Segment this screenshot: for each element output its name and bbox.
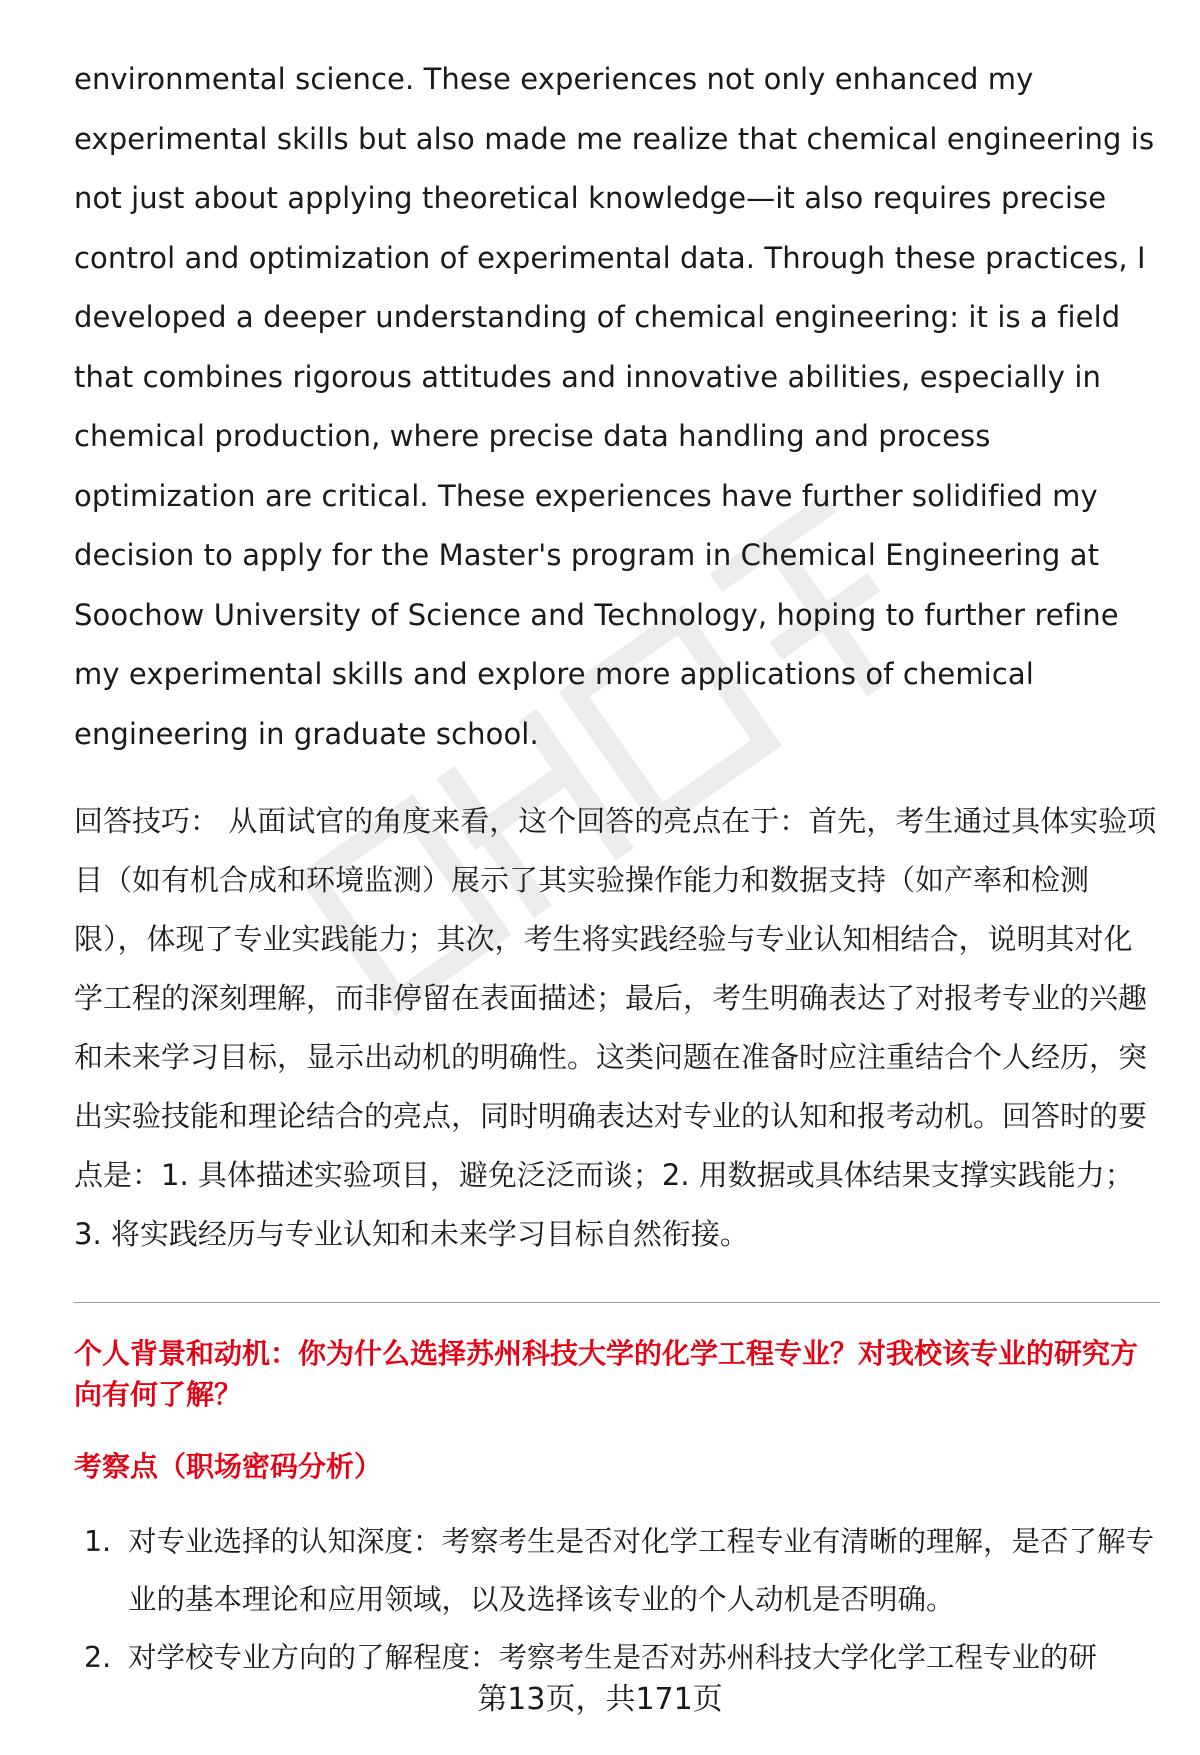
list-item-number: 1. [84,1525,112,1558]
list-item-text: 对专业选择的认知深度：考察考生是否对化学工程专业有清晰的理解，是否了解专业的基本理论和应用领域，以及选择该专业的个人动机是否明确。 [128,1525,1155,1616]
document-page [74,50,1160,1687]
list-item-number: 2. [84,1641,112,1674]
answer-tip-paragraph: 回答技巧： 从面试官的角度来看，这个回答的亮点在于：首先，考生通过具体实验项目（如有机合成和环境监测）展示了其实验操作能力和数据支持（如产率和检测限），体现了专业实践能力；其次，考生将实践经验与专业认知相结合，说明其对化学工程的深刻理解，而非停留在表面描述；最后，考生明确表达了对报考专业的兴趣和未来学习目标，显示出动机的明确性。这类问题在准备时应注重结合个人经历，突出实验技能和理论结合的亮点，同时明确表达对专业的认知和报考动机。回答时的要点是：1. 具体描述实验项目，避免泛泛而谈；2. 用数据或具体结果支撑实践能力；3. 将实践经历与专业认知和未来学习目标自然衔接。 [74,804,1157,1251]
english-answer-paragraph: environmental science. These experiences not only enhanced my experimental skills but also made me realize that chemical engineering is not just about applying theoretical knowledge—it also requires precise control and optimization of experimental data. Through these practices, I developed a deeper understanding of chemical engineering: it is a field that combines rigorous attitudes and innovative abilities, especially in chemical production, where precise data handling and process optimization are critical. These experiences have further solidified my decision to apply for the Master's program in Chemical Engineering at Soochow University of Science and Technology, hoping to further refine my experimental skills and explore more applications of chemical engineering in graduate school. [74,62,1155,751]
key-points-title: 考察点（职场密码分析） [74,1450,383,1483]
key-points-list [74,1513,1160,1687]
section-divider [74,1302,1160,1303]
list-item [74,1629,1160,1687]
page-number-footer: 第13页，共171页 [477,1682,723,1717]
question-heading: 个人背景和动机：你为什么选择苏州科技大学的化学工程专业？对我校该专业的研究方向有何了解？ [74,1337,1139,1411]
list-item [74,1513,1160,1629]
list-item-text: 对学校专业方向的了解程度：考察考生是否对苏州科技大学化学工程专业的研 [128,1641,1098,1674]
